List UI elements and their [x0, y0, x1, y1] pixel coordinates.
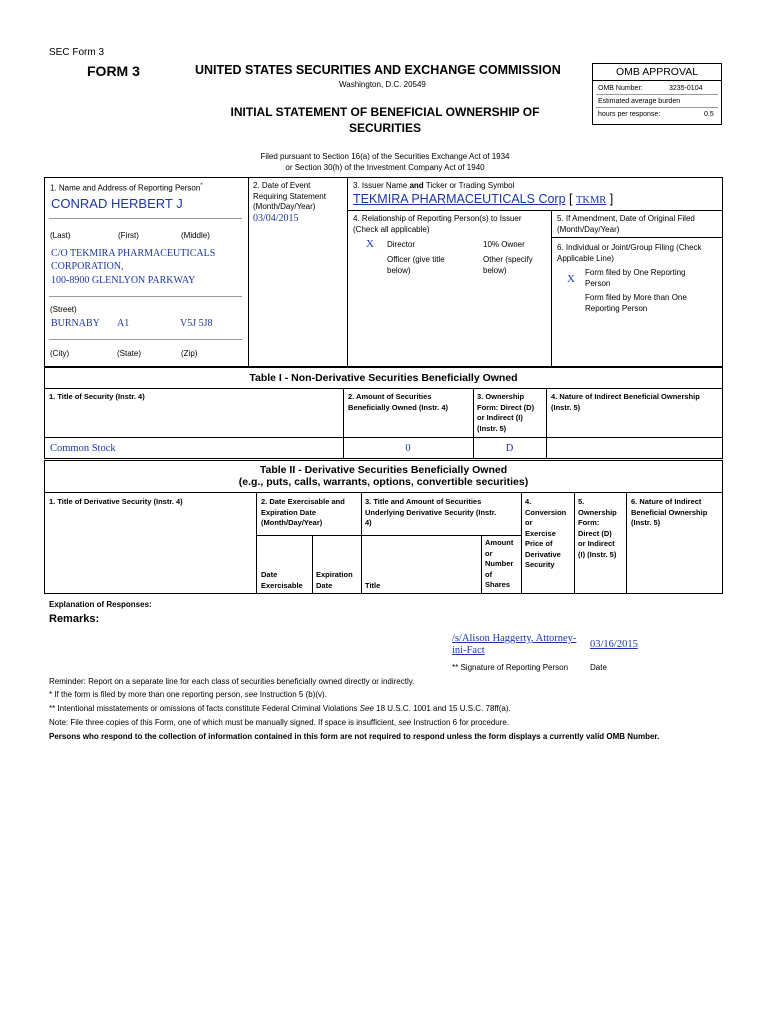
reminder-note: Reminder: Report on a separate line for each class of securities beneficially owned directly or indirectly.	[49, 677, 415, 686]
box3-label: 3. Issuer Name and Ticker or Trading Symbol	[353, 181, 515, 190]
omb-hours-label: hours per response:	[598, 111, 661, 118]
city-value[interactable]: BURNABY	[51, 318, 100, 329]
ticker-link[interactable]: TKMR	[575, 195, 607, 206]
footnote-3: Note: File three copies of this Form, one of which must be manually signed. If space is insufficient, see Instruction 6 for procedure.	[49, 718, 510, 727]
middle-label: (Middle)	[181, 231, 210, 240]
ten-percent-owner-label: 10% Owner	[483, 240, 525, 249]
box2-label: 2. Date of Event Requiring Statement (Month/Day/Year)	[253, 181, 326, 211]
table1-title: Table I - Non-Derivative Securities Beneficially Owned	[249, 372, 518, 384]
explanation-heading: Explanation of Responses:	[49, 600, 152, 609]
sec-form-label: SEC Form 3	[49, 47, 105, 58]
filing-authority: Filed pursuant to Section 16(a) of the Securities Exchange Act of 1934 or Section 30(h) of the Investment Company Act of 1940	[260, 152, 510, 172]
table2-col-ownership: 5. Ownership Form: Direct (D) or Indirect (I) (Instr. 5)	[578, 497, 617, 559]
date-label: Date	[590, 663, 607, 672]
omb-title: OMB APPROVAL	[593, 64, 721, 81]
other-label: Other (specify below)	[483, 255, 533, 275]
commission-title: UNITED STATES SECURITIES AND EXCHANGE COMMISSION	[195, 63, 561, 77]
table2-col-title: 1. Title of Derivative Security (Instr. 4)	[49, 497, 183, 506]
table2-sub-amount: Amount or Number of Shares	[485, 538, 514, 589]
zip-label: (Zip)	[181, 349, 198, 358]
reporting-person-name[interactable]: CONRAD HERBERT J	[51, 196, 183, 211]
form-number: FORM 3	[87, 63, 140, 79]
commission-location: Washington, D.C. 20549	[339, 80, 426, 89]
omb-notice: Persons who respond to the collection of information contained in this form are not required to respond unless the form displays a currently valid OMB Number.	[49, 732, 660, 741]
omb-burden-label: Estimated average burden	[598, 98, 681, 105]
issuer-line: TEKMIRA PHARMACEUTICALS Corp [ TKMR ]	[353, 192, 614, 206]
city-label: (City)	[50, 349, 70, 358]
table-row-title[interactable]: Common Stock	[50, 443, 116, 454]
officer-label: Officer (give title below)	[387, 255, 445, 275]
table1-col-amount: 2. Amount of Securities Beneficially Owned (Instr. 4)	[348, 392, 449, 412]
table2-sub-title: Title	[365, 581, 381, 590]
box6-label: 6. Individual or Joint/Group Filing (Check Applicable Line)	[557, 243, 702, 263]
one-person-label: Form filed by One Reporting Person	[585, 268, 686, 288]
signature[interactable]: /s/Alison Haggerty, Attorney- ini-Fact	[452, 633, 577, 656]
table2-title: Table II - Derivative Securities Beneficially Owned (e.g., puts, calls, warrants, options, convertible securities)	[238, 464, 529, 488]
director-label: Director	[387, 240, 416, 249]
omb-number-label: OMB Number:	[598, 85, 643, 92]
table1-col-title: 1. Title of Security (Instr. 4)	[49, 392, 145, 401]
table-row-amount[interactable]: 0	[405, 443, 411, 454]
issuer-name-link[interactable]: TEKMIRA PHARMACEUTICALS Corp	[353, 192, 566, 206]
first-label: (First)	[118, 231, 139, 240]
table2-col-underlying: 3. Title and Amount of Securities Underlying Derivative Security (Instr. 4)	[365, 497, 497, 527]
state-value[interactable]: A1	[117, 318, 130, 329]
footnote-1: * If the form is filed by more than one reporting person, see Instruction 5 (b)(v).	[49, 690, 327, 699]
zip-value[interactable]: V5J 5J8	[180, 318, 213, 329]
more-persons-label: Form filed by More than One Reporting Person	[585, 293, 687, 313]
omb-number-value: 3235-0104	[669, 85, 703, 92]
signature-label: ** Signature of Reporting Person	[452, 663, 569, 672]
statement-title: INITIAL STATEMENT OF BENEFICIAL OWNERSHIP OF SECURITIES	[230, 105, 540, 135]
last-label: (Last)	[50, 231, 71, 240]
street-label: (Street)	[50, 305, 77, 314]
one-person-checkmark[interactable]: X	[567, 273, 575, 285]
table2-sub-date-exercisable: Date Exercisable	[261, 570, 303, 590]
signature-date[interactable]: 03/16/2015	[590, 639, 638, 650]
event-date[interactable]: 03/04/2015	[253, 213, 299, 224]
omb-hours-value: 0.5	[704, 111, 714, 118]
director-checkmark[interactable]: X	[366, 238, 374, 250]
box4-label: 4. Relationship of Reporting Person(s) to Issuer (Check all applicable)	[353, 214, 522, 234]
box1-label: 1. Name and Address of Reporting Person*	[50, 183, 203, 193]
table1-col-ownership: 3. Ownership Form: Direct (D) or Indirect (I) (Instr. 5)	[477, 392, 535, 433]
box5-label: 5. If Amendment, Date of Original Filed (Month/Day/Year)	[557, 214, 695, 234]
state-label: (State)	[117, 349, 142, 358]
remarks-heading: Remarks:	[49, 613, 100, 625]
table2-col-dates: 2. Date Exercisable and Expiration Date (Month/Day/Year)	[261, 497, 345, 527]
table2-sub-expiration: Expiration Date	[316, 570, 353, 590]
table-row-form[interactable]: D	[505, 443, 514, 454]
reporting-address[interactable]: C/O TEKMIRA PHARMACEUTICALS CORPORATION, 100-8900 GLENLYON PARKWAY	[51, 248, 216, 286]
table2-col-nature: 6. Nature of Indirect Beneficial Ownership (Instr. 5)	[631, 497, 708, 527]
table2-col-conversion: 4. Conversion or Exercise Price of Derivative Security	[525, 497, 567, 569]
footnote-2: ** Intentional misstatements or omissions of facts constitute Federal Criminal Violations See 18 U.S.C. 1001 and 15 U.S.C. 78ff(a).	[49, 704, 511, 713]
table1-col-nature: 4. Nature of Indirect Beneficial Ownership (Instr. 5)	[551, 392, 700, 412]
